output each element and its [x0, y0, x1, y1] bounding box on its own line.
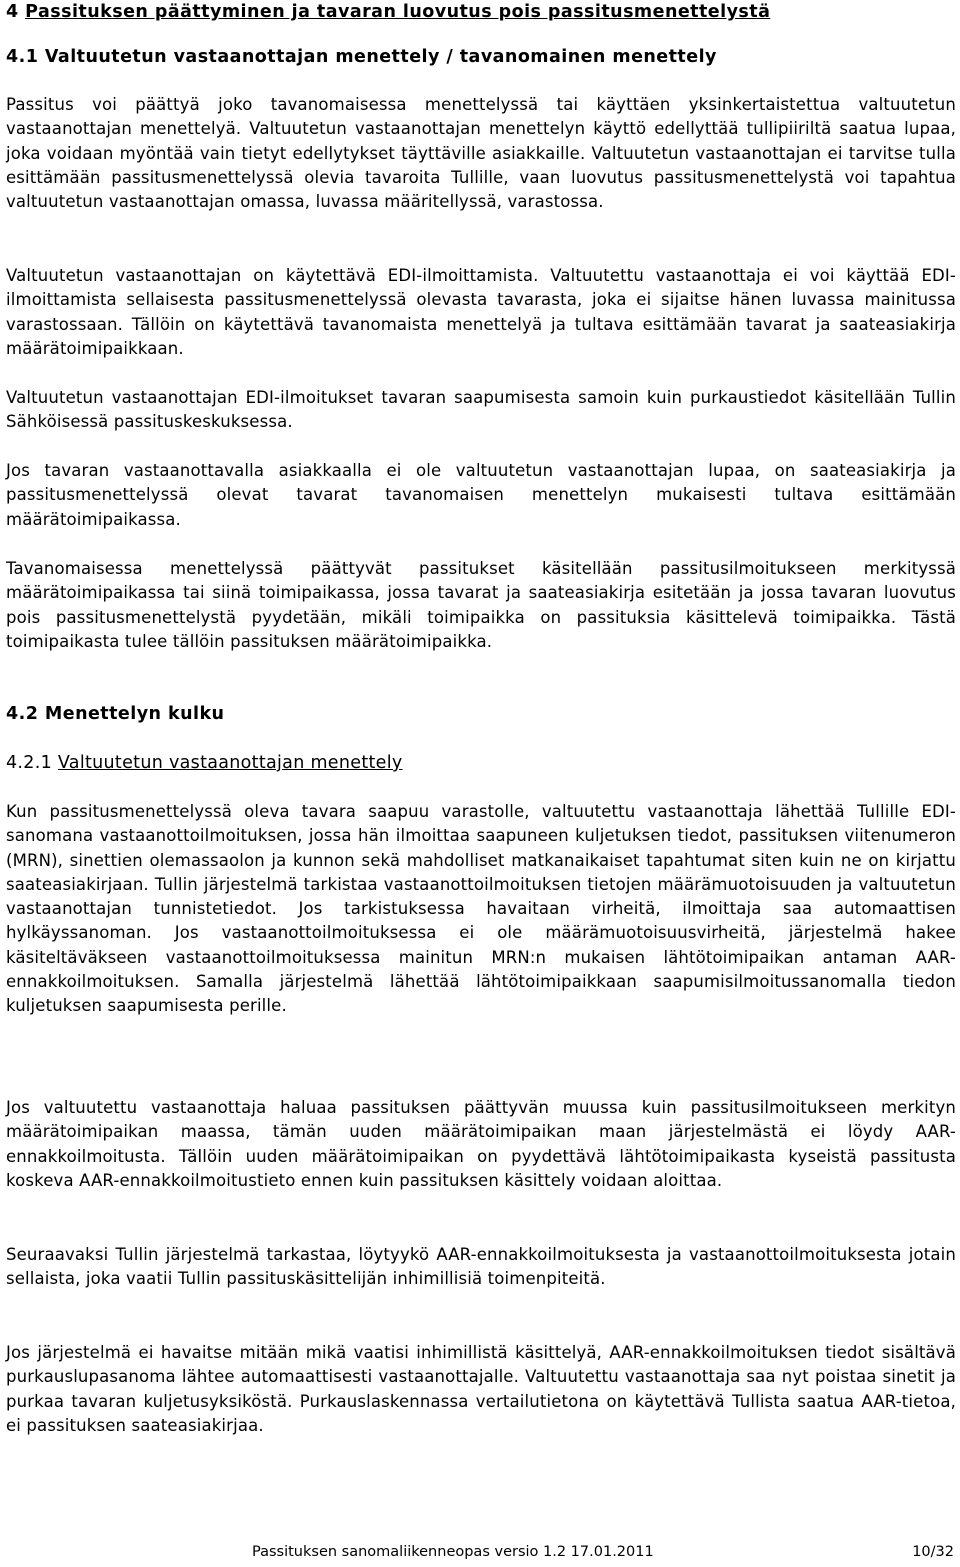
- subsection-heading-4-2-1: [6, 753, 403, 773]
- paragraph-4-2-1-3: Seuraavaksi Tullin järjestelmä tarkastaa, löytyykö AAR-ennakkoilmoituksesta ja vastaanottoilmoituksesta jotain sellaista, joka vaatii Tullin passituskäsittelijän inhimillisiä toimenpiteitä.: [6, 1245, 956, 1289]
- subsection-heading-4-2: 4.2 Menettelyn kulku: [6, 704, 225, 724]
- subsection-heading-4-1: 4.1 Valtuutetun vastaanottajan menettely / tavanomainen menettely: [6, 47, 717, 67]
- paragraph-4-1-4: Jos tavaran vastaanottavalla asiakkaalla ei ole valtuutetun vastaanottajan lupaa, on saateasiakirja ja passitusmenettelyssä olevat tavarat tavanomaisen menettelyn mukaisesti tultava esittämään määrätoimipaikassa.: [6, 461, 956, 529]
- paragraph-4-1-1: Passitus voi päättyä joko tavanomaisessa menettelyssä tai käyttäen yksinkertaistettua valtuutetun vastaanottajan menettelyä. Valtuutetun vastaanottajan menettelyn käyttö edellyttää tullipiiriltä saatua lupaa, joka voidaan myöntää vain tietyt edellytykset täyttäville asiakkaille. Valtuutetun vastaanottajan ei tarvitse tulla esittämään passitusmenettelyssä olevia tavaroita Tullille, vaan luovutus passitusmenettelystä voi tapahtua valtuutetun vastaanottajan omassa, luvassa määritellyssä, varastossa.: [6, 95, 956, 212]
- section-number: 4: [6, 2, 26, 22]
- subsection-4-2-1-number: 4.2.1: [6, 753, 58, 773]
- paragraph-4-1-3: Valtuutetun vastaanottajan EDI-ilmoitukset tavaran saapumisesta samoin kuin purkaustiedot käsitellään Tullin Sähköisessä passituskeskuksessa.: [6, 388, 956, 432]
- paragraph-4-1-2: Valtuutetun vastaanottajan on käytettävä EDI-ilmoittamista. Valtuutettu vastaanottaja ei voi käyttää EDI-ilmoittamista sellaisesta passitusmenettelyssä olevasta tavarasta, joka ei sijaitse hänen luvassa mainitussa varastossaan. Tällöin on käytettävä tavanomaista menettelyä ja tultava esittämään tavarat ja saateasiakirja määrätoimipaikkaan.: [6, 266, 956, 358]
- footer-title: Passituksen sanomaliikenneopas versio 1.2 17.01.2011: [252, 1544, 654, 1560]
- paragraph-4-2-1-4: Jos järjestelmä ei havaitse mitään mikä vaatisi inhimillistä käsittelyä, AAR-ennakkoilmoituksen tiedot sisältävä purkauslupasanoma lähtee automaattisesti vastaanottajalle. Valtuutettu vastaanottaja saa nyt poistaa sinetit ja purkaa tavaran kuljetusyksiköstä. Purkauslaskennassa vertailutietona on käytettävä Tullista saatua AAR-tietoa, ei passituksen saateasiakirjaa.: [6, 1343, 956, 1435]
- section-title: Passituksen päättyminen ja tavaran luovutus pois passitusmenettelystä: [25, 2, 771, 22]
- paragraph-4-2-1-2: Jos valtuutettu vastaanottaja haluaa passituksen päättyvän muussa kuin passitusilmoitukseen merkityn määrätoimipaikan maassa, tämän uuden määrätoimipaikan maan järjestelmästä ei löydy AAR-ennakkoilmoitusta. Tällöin uuden määrätoimipaikan on pyydettävä lähtötoimipaikasta kyseistä passitusta koskeva AAR-ennakkoilmoitustieto ennen kuin passituksen käsittely voidaan aloittaa.: [6, 1098, 956, 1190]
- paragraph-4-1-5: Tavanomaisessa menettelyssä päättyvät passitukset käsitellään passitusilmoitukseen merkityssä määrätoimipaikassa tai siinä toimipaikassa, jossa tavarat ja saateasiakirja esitetään ja jossa tavaran luovutus pois passitusmenettelystä pyydetään, mikäli toimipaikka on passituksia käsittelevä toimipaikka. Tästä toimipaikasta tulee tällöin passituksen määrätoimipaikka.: [6, 559, 956, 651]
- subsection-4-2-1-title: Valtuutetun vastaanottajan menettely: [57, 753, 403, 773]
- section-heading: [6, 2, 770, 22]
- footer-page-number: 10/32: [912, 1544, 954, 1560]
- paragraph-4-2-1-1: Kun passitusmenettelyssä oleva tavara saapuu varastolle, valtuutettu vastaanottaja lähettää Tullille EDI-sanomana vastaanottoilmoituksen, jossa hän ilmoittaa saapuneen kuljetuksen tiedot, passituksen viitenumeron (MRN), sinettien olemassaolon ja kunnon sekä mahdolliset matkanaikaiset tapahtumat siten kuin ne on kirjattu saateasiakirjaan. Tullin järjestelmä tarkistaa vastaanottoilmoituksen tietojen määrämuotoisuuden ja valtuutetun vastaanottajan tunnistetiedot. Jos tarkistuksessa havaitaan virheitä, ilmoittaja saa automaattisen hylkäyssanoman. Jos vastaanottoilmoituksessa ei ole määrämuotoisuusvirheitä, järjestelmä hakee käsiteltäväkseen vastaanottoilmoituksessa mainitun MRN:n mukaisen lähtötoimipaikan antaman AAR-ennakkoilmoituksen. Samalla järjestelmä lähettää lähtötoimipaikkaan saapumisilmoitussanomalla tiedon kuljetuksen saapumisesta perille.: [6, 802, 956, 1016]
